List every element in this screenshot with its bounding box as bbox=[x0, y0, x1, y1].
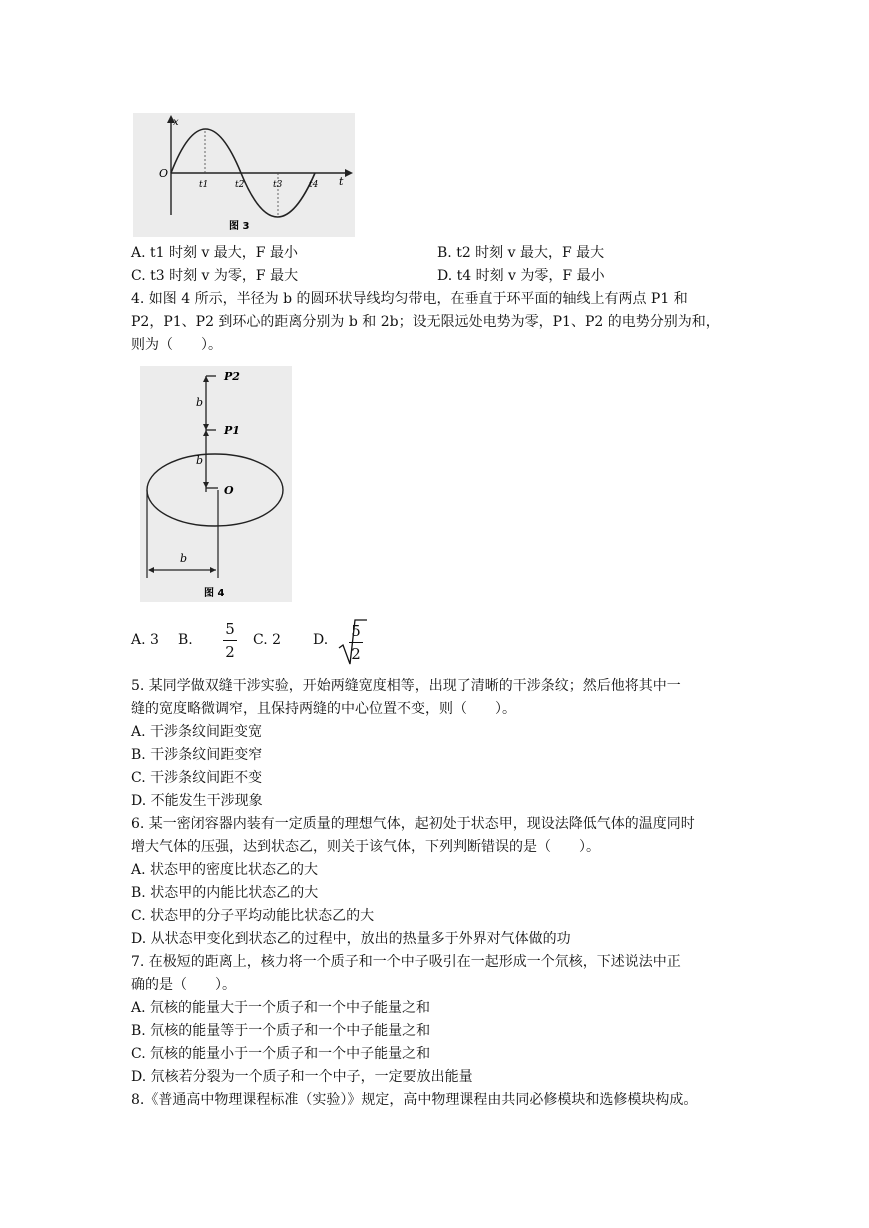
fraction-bar bbox=[349, 642, 363, 643]
figure-3-t1: t1 bbox=[199, 180, 209, 190]
q6-option-d: D. 从状态甲变化到状态乙的过程中，放出的热量多于外界对气体做的功 bbox=[131, 931, 571, 947]
figure-4 bbox=[140, 366, 292, 602]
figure-3 bbox=[133, 113, 355, 237]
figure-3-t4: t4 bbox=[309, 180, 319, 190]
q5-option-a: A. 干涉条纹间距变宽 bbox=[131, 724, 263, 740]
q4-option-b-fraction bbox=[223, 620, 237, 661]
q8-line-1: 8.《普通高中物理课程标准（实验）》规定，高中物理课程由共同必修模块和选修模块构成。 bbox=[131, 1092, 698, 1108]
q5-option-c: C. 干涉条纹间距不变 bbox=[131, 770, 263, 786]
q4-option-d-prefix: D. bbox=[313, 632, 329, 648]
q4-option-b-numerator: 5 bbox=[225, 620, 235, 638]
figure-3-t2: t2 bbox=[235, 180, 245, 190]
q4-options bbox=[131, 618, 431, 668]
fraction-bar bbox=[223, 640, 237, 641]
q4-option-b-denominator: 2 bbox=[225, 643, 235, 661]
q5-line-2: 缝的宽度略微调窄，且保持两缝的中心位置不变，则（ ）。 bbox=[131, 701, 516, 717]
figure-3-t3: t3 bbox=[273, 180, 283, 190]
q7-option-d: D. 氘核若分裂为一个质子和一个中子，一定要放出能量 bbox=[131, 1069, 473, 1085]
q4-option-a: A. 3 bbox=[131, 632, 159, 648]
q3-option-b: B. t2 时刻 v 最大，F 最大 bbox=[437, 245, 605, 261]
figure-4-diagram bbox=[140, 366, 292, 602]
q4-line-3: 则为（ ）。 bbox=[131, 337, 222, 353]
q5-option-b: B. 干涉条纹间距变窄 bbox=[131, 747, 263, 763]
q7-line-1: 7. 在极短的距离上，核力将一个质子和一个中子吸引在一起形成一个氘核，下述说法中正 bbox=[131, 954, 681, 970]
q3-option-d: D. t4 时刻 v 为零，F 最小 bbox=[437, 268, 605, 284]
q6-line-2: 增大气体的压强，达到状态乙，则关于该气体，下列判断错误的是（ ）。 bbox=[131, 839, 600, 855]
q4-option-c: C. 2 bbox=[253, 632, 282, 648]
figure-3-axis-x: x bbox=[173, 117, 179, 128]
figure-4-b-middle: b bbox=[196, 454, 204, 467]
q4-option-d-fraction bbox=[349, 622, 363, 663]
q6-line-1: 6. 某一密闭容器内装有一定质量的理想气体，起初处于状态甲，现设法降低气体的温度同时 bbox=[131, 816, 695, 832]
q5-option-d: D. 不能发生干涉现象 bbox=[131, 793, 263, 809]
figure-4-p1: P1 bbox=[224, 424, 240, 437]
q3-option-c: C. t3 时刻 v 为零，F 最大 bbox=[131, 268, 299, 284]
figure-3-caption: 图 3 bbox=[229, 221, 250, 232]
q7-line-2: 确的是（ ）。 bbox=[131, 977, 236, 993]
q6-option-c: C. 状态甲的分子平均动能比状态乙的大 bbox=[131, 908, 375, 924]
q4-line-1: 4. 如图 4 所示，半径为 b 的圆环状导线均匀带电，在垂直于环平面的轴线上有两点 P1 和 bbox=[131, 291, 688, 307]
q4-line-2: P2，P1、P2 到环心的距离分别为 b 和 2b；设无限远处电势为零，P1、P2 的电势分别为和， bbox=[131, 314, 720, 330]
q7-option-c: C. 氘核的能量小于一个质子和一个中子能量之和 bbox=[131, 1046, 431, 1062]
q6-option-a: A. 状态甲的密度比状态乙的大 bbox=[131, 862, 319, 878]
figure-3-graph bbox=[133, 113, 355, 237]
q7-option-a: A. 氘核的能量大于一个质子和一个中子能量之和 bbox=[131, 1000, 431, 1016]
q6-option-b: B. 状态甲的内能比状态乙的大 bbox=[131, 885, 319, 901]
q5-line-1: 5. 某同学做双缝干涉实验，开始两缝宽度相等，出现了清晰的干涉条纹；然后他将其中一 bbox=[131, 678, 681, 694]
q4-option-d-numerator: 5 bbox=[351, 622, 361, 640]
q7-option-b: B. 氘核的能量等于一个质子和一个中子能量之和 bbox=[131, 1023, 431, 1039]
figure-4-b-upper: b bbox=[196, 396, 204, 409]
q4-option-b-prefix: B. bbox=[178, 632, 193, 648]
figure-4-b-lower: b bbox=[180, 552, 188, 565]
figure-3-axis-t: t bbox=[339, 175, 344, 188]
figure-3-origin: O bbox=[159, 167, 169, 180]
figure-4-caption: 图 4 bbox=[204, 588, 225, 599]
q4-option-d-denominator: 2 bbox=[351, 645, 361, 663]
q3-option-a: A. t1 时刻 v 最大，F 最小 bbox=[131, 245, 298, 261]
figure-4-p2: P2 bbox=[224, 370, 240, 383]
figure-4-origin: O bbox=[224, 484, 234, 497]
